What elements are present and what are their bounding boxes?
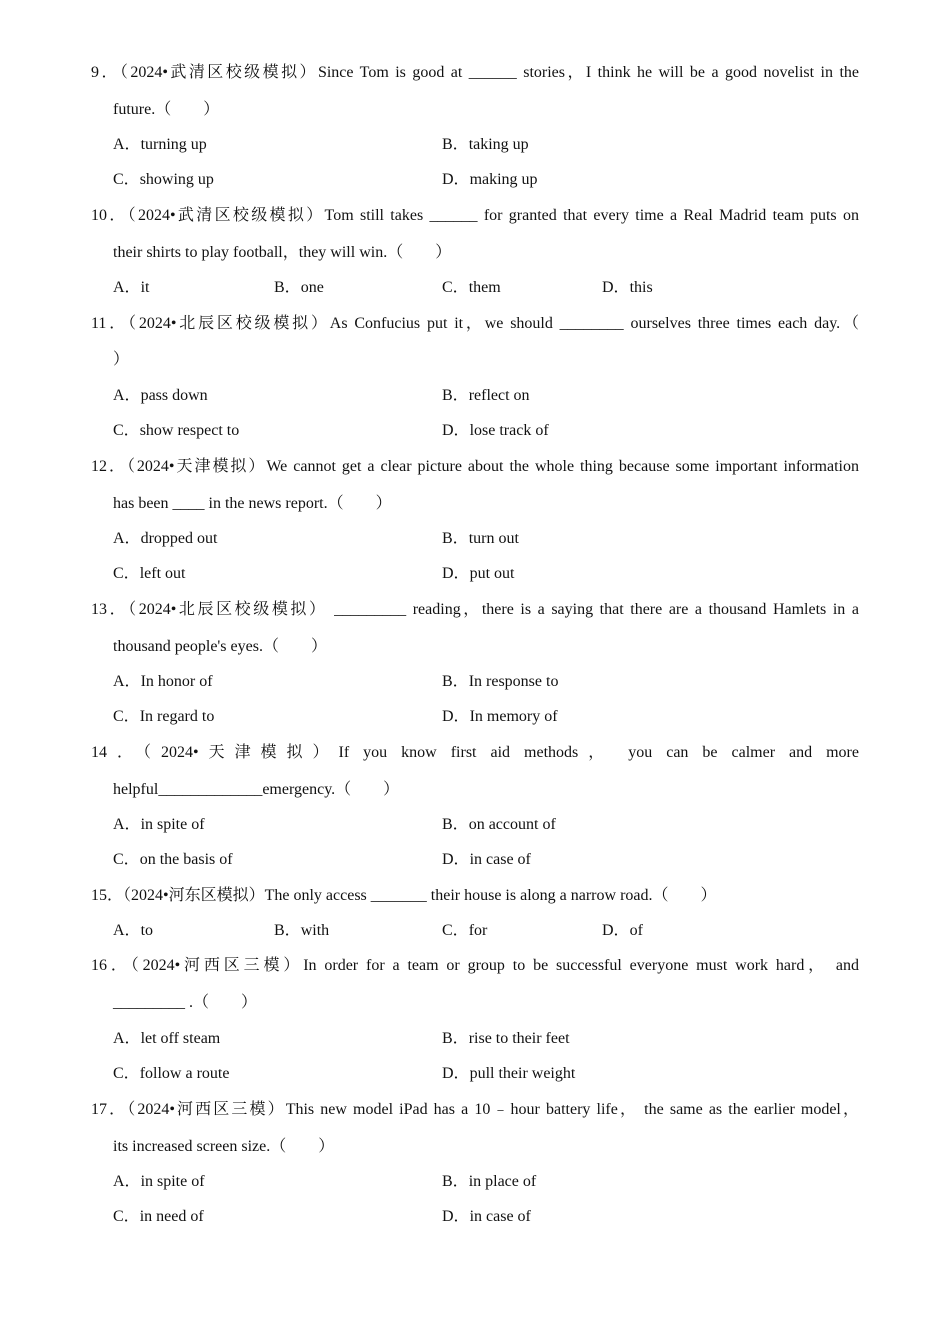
option-text: dropped out	[140, 530, 218, 547]
option-letter: B．	[442, 673, 469, 690]
option-text: in spite of	[140, 1173, 205, 1190]
question-10-option-a[interactable]	[113, 278, 149, 298]
option-text: them	[468, 279, 501, 296]
option-letter: C．	[442, 922, 469, 939]
question-13-stem: 13．（2024•北辰区校级模拟） _________ reading，there is a saying that there are a thousand Hamlets in a	[91, 601, 859, 618]
option-text: this	[629, 279, 653, 296]
option-letter: D．	[442, 1065, 470, 1082]
option-text: on account of	[468, 816, 556, 833]
question-17-stem: 17．（2024•河西区三模）This new model iPad has a 10﹣hour battery life， the same as the earlier model，	[91, 1101, 859, 1118]
question-9-stem-cont: future.（ ）	[113, 101, 220, 118]
question-13-option-c[interactable]	[113, 707, 214, 727]
option-letter: C．	[113, 1065, 140, 1082]
option-text: In response to	[468, 673, 559, 690]
option-text: put out	[469, 565, 515, 582]
option-letter: B．	[442, 1173, 469, 1190]
question-16-option-d[interactable]	[442, 1064, 575, 1084]
question-17-option-a[interactable]	[113, 1172, 205, 1192]
question-13-stem-cont: thousand people's eyes.（ ）	[113, 638, 327, 655]
option-text: in place of	[468, 1173, 537, 1190]
question-10-stem: 10．（2024•武清区校级模拟）Tom still takes ______ for granted that every time a Real Madrid team puts on	[91, 207, 859, 224]
question-16-option-c[interactable]	[113, 1064, 229, 1084]
question-10-option-b[interactable]	[274, 278, 324, 298]
option-letter: C．	[113, 1208, 140, 1225]
option-text: of	[629, 922, 643, 939]
option-text: left out	[139, 565, 186, 582]
option-text: turn out	[468, 530, 519, 547]
question-14-stem-cont: helpful_____________emergency.（ ）	[113, 781, 400, 798]
question-12-option-b[interactable]	[442, 529, 519, 549]
option-text: it	[140, 279, 150, 296]
option-letter: D．	[442, 1208, 470, 1225]
option-text: In memory of	[469, 708, 558, 725]
option-text: turning up	[140, 136, 207, 153]
option-letter: B．	[442, 1030, 469, 1047]
question-17-option-b[interactable]	[442, 1172, 536, 1192]
question-14-stem: 14．（2024•天津模拟）If you know first aid methods， you can be calmer and more	[91, 744, 859, 761]
question-15-option-b[interactable]	[274, 921, 329, 941]
question-11-option-b[interactable]	[442, 386, 530, 406]
option-text: for	[468, 922, 488, 939]
question-12-stem-cont: has been ____ in the news report.（ ）	[113, 495, 392, 512]
question-16-option-b[interactable]	[442, 1029, 570, 1049]
option-text: reflect on	[468, 387, 530, 404]
question-9-option-d[interactable]	[442, 170, 538, 190]
question-13-option-a[interactable]	[113, 672, 213, 692]
option-letter: D．	[442, 565, 470, 582]
option-letter: C．	[113, 565, 140, 582]
question-11-option-d[interactable]	[442, 421, 549, 441]
question-12-stem: 12．（2024•天津模拟）We cannot get a clear picture about the whole thing because some important information	[91, 458, 859, 475]
option-letter: C．	[442, 279, 469, 296]
option-text: rise to their feet	[468, 1030, 570, 1047]
question-12-option-d[interactable]	[442, 564, 514, 584]
option-letter: B．	[442, 387, 469, 404]
option-letter: A．	[113, 136, 141, 153]
question-12-option-a[interactable]	[113, 529, 217, 549]
option-text: in spite of	[140, 816, 205, 833]
option-letter: A．	[113, 387, 141, 404]
question-14-option-d[interactable]	[442, 850, 531, 870]
option-letter: D．	[442, 708, 470, 725]
option-letter: A．	[113, 673, 141, 690]
question-13-option-d[interactable]	[442, 707, 558, 727]
question-11-stem-cont: ）	[113, 351, 130, 368]
question-9-option-a[interactable]	[113, 135, 207, 155]
option-letter: D．	[442, 851, 470, 868]
option-text: with	[300, 922, 330, 939]
option-letter: A．	[113, 530, 141, 547]
option-letter: A．	[113, 816, 141, 833]
question-9-option-b[interactable]	[442, 135, 529, 155]
option-text: in case of	[469, 851, 531, 868]
option-text: on the basis of	[139, 851, 233, 868]
option-letter: D．	[442, 422, 470, 439]
question-11-option-a[interactable]	[113, 386, 208, 406]
question-15-option-d[interactable]	[602, 921, 643, 941]
question-14-option-a[interactable]	[113, 815, 205, 835]
option-letter: C．	[113, 708, 140, 725]
question-10-option-d[interactable]	[602, 278, 653, 298]
option-text: pull their weight	[469, 1065, 576, 1082]
option-letter: B．	[442, 530, 469, 547]
option-text: in case of	[469, 1208, 531, 1225]
option-text: one	[300, 279, 324, 296]
question-11-option-c[interactable]	[113, 421, 239, 441]
question-15-stem: 15．（2024•河东区模拟）The only access _______ their house is along a narrow road.（ ）	[91, 887, 717, 904]
question-10-stem-cont: their shirts to play football，they will win.（ ）	[113, 244, 452, 261]
option-letter: D．	[602, 922, 630, 939]
question-14-option-b[interactable]	[442, 815, 556, 835]
question-15-option-c[interactable]	[442, 921, 487, 941]
option-text: in need of	[139, 1208, 204, 1225]
option-letter: A．	[113, 1030, 141, 1047]
option-letter: C．	[113, 851, 140, 868]
option-letter: D．	[602, 279, 630, 296]
option-letter: D．	[442, 171, 470, 188]
question-17-option-c[interactable]	[113, 1207, 204, 1227]
option-text: lose track of	[469, 422, 549, 439]
option-letter: A．	[113, 922, 141, 939]
option-text: In honor of	[140, 673, 213, 690]
option-text: In regard to	[139, 708, 215, 725]
question-16-stem: 16．（2024•河西区三模）In order for a team or group to be successful everyone must work hard， and	[91, 957, 859, 974]
question-15-option-a[interactable]	[113, 921, 153, 941]
question-16-stem-cont: _________ .（ ）	[113, 994, 258, 1011]
question-17-stem-cont: its increased screen size.（ ）	[113, 1138, 335, 1155]
option-text: follow a route	[139, 1065, 230, 1082]
option-letter: A．	[113, 279, 141, 296]
option-text: showing up	[139, 171, 214, 188]
question-14-option-c[interactable]	[113, 850, 233, 870]
question-17-option-d[interactable]	[442, 1207, 531, 1227]
question-13-option-b[interactable]	[442, 672, 558, 692]
option-text: to	[140, 922, 154, 939]
option-letter: B．	[442, 136, 469, 153]
option-letter: A．	[113, 1173, 141, 1190]
question-9-stem: 9．（2024•武清区校级模拟）Since Tom is good at ______ stories，I think he will be a good novelist in the	[91, 64, 859, 81]
option-text: let off steam	[140, 1030, 221, 1047]
option-text: pass down	[140, 387, 208, 404]
question-16-option-a[interactable]	[113, 1029, 220, 1049]
option-text: making up	[469, 171, 538, 188]
option-text: taking up	[468, 136, 529, 153]
question-9-option-c[interactable]	[113, 170, 214, 190]
option-text: show respect to	[139, 422, 240, 439]
question-10-option-c[interactable]	[442, 278, 501, 298]
question-12-option-c[interactable]	[113, 564, 185, 584]
question-11-stem: 11．（2024•北辰区校级模拟）As Confucius put it，we should ________ ourselves three times each day.（	[91, 315, 859, 332]
option-letter: B．	[442, 816, 469, 833]
option-letter: B．	[274, 279, 301, 296]
option-letter: C．	[113, 422, 140, 439]
option-letter: B．	[274, 922, 301, 939]
option-letter: C．	[113, 171, 140, 188]
